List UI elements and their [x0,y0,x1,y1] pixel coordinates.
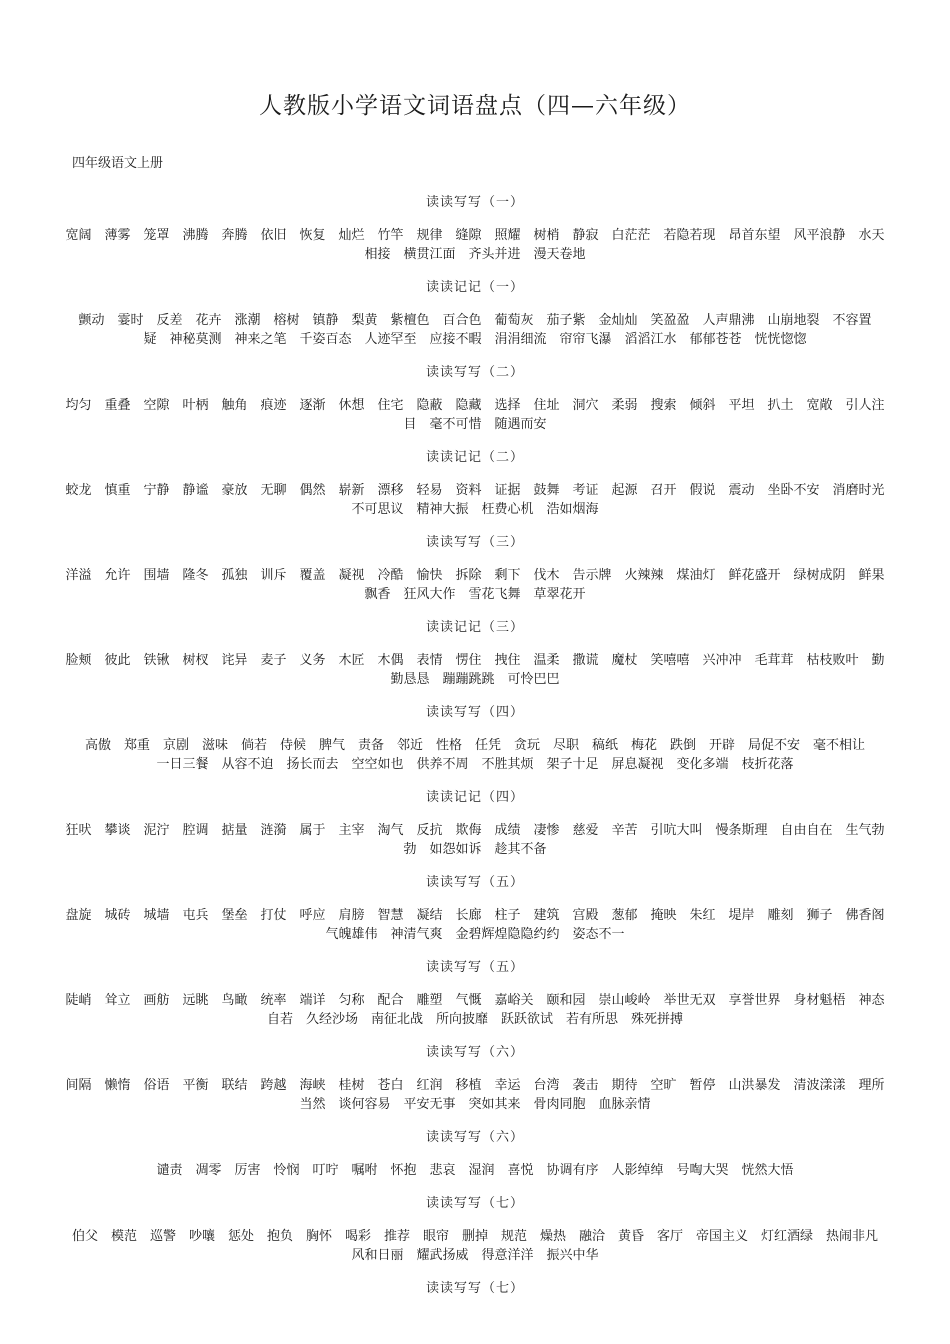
section-words: 宽阔 薄雾 笼罩 沸腾 奔腾 依旧 恢复 灿烂 竹竿 规律 缝隙 照耀 树梢 静寂 白茫茫 若隐若现 昂首东望 风平浪静 水天相接 横贯江面 齐头并进 漫天卷地 [65,228,885,262]
section-words: 陡峭 耸立 画舫 远眺 鸟瞰 统率 端详 匀称 配合 雕塑 气慨 嘉峪关 颐和园 崇山峻岭 举世无双 享誉世界 身材魁梧 神态自若 久经沙场 南征北战 所向披靡 跃跃欲试 若有所思 殊死拼搏 [65,993,885,1027]
section-heading: 读读写写（七） [425,1196,524,1211]
section-heading: 读读记记（三） [425,620,524,635]
section-2 [0,278,950,349]
section-11 [0,1043,950,1114]
section-words: 狂吠 攀谈 泥泞 腔调 掂量 涟漪 属于 主宰 淘气 反抗 欺侮 成绩 凄惨 慈爱 辛苦 引吭大叫 慢条斯理 自由自在 生气勃勃 如怨如诉 趁其不备 [65,823,885,857]
section-heading: 读读记记（一） [425,280,524,295]
section-10 [0,958,950,1029]
vocabulary-sections [0,193,950,1313]
section-words: 脸颊 彼此 铁锹 树杈 诧异 麦子 义务 木匠 木偶 表情 愣住 拽住 温柔 撒谎 魔杖 笑嘻嘻 兴冲冲 毛茸茸 枯枝败叶 勤勤恳恳 蹦蹦跳跳 可怜巴巴 [65,653,885,687]
section-words: 洋溢 允许 围墙 隆冬 孤独 训斥 覆盖 凝视 冷酷 愉快 拆除 剩下 伐木 告示牌 火辣辣 煤油灯 鲜花盛开 绿树成阴 鲜果飘香 狂风大作 雪花飞舞 草翠花开 [65,568,885,602]
section-1 [0,193,950,264]
section-heading: 读读写写（七） [425,1281,524,1296]
section-heading: 读读记记（二） [425,450,524,465]
section-4 [0,448,950,519]
document-subtitle: 四年级语文上册 [72,156,164,171]
section-words: 高傲 郑重 京剧 滋味 倘若 侍候 脾气 责备 邻近 性格 任凭 贪玩 尽职 稿纸 梅花 跌倒 开辟 局促不安 毫不相让 一日三餐 从容不迫 扬长而去 空空如也 供养不周 不胜其烦 架子十足 屏息凝视 变化多端 枝折花落 [84,738,879,772]
section-words: 伯父 模范 巡警 吵嚷 惩处 抱负 胸怀 喝彩 推荐 眼帘 删掉 规范 燥热 融洽 黄昏 客厅 帝国主义 灯红酒绿 热闹非凡 风和日丽 耀武扬威 得意洋洋 振兴中华 [71,1229,892,1263]
section-heading: 读读记记（四） [425,790,524,805]
section-12 [0,1128,950,1180]
section-7 [0,703,950,774]
section-13 [0,1194,950,1265]
section-14 [0,1279,950,1299]
section-heading: 读读写写（二） [425,365,524,380]
section-words: 谴责 凋零 厉害 怜悯 叮咛 嘱咐 怀抱 悲哀 湿润 喜悦 协调有序 人影绰绰 号啕大哭 恍然大悟 [156,1163,794,1178]
section-6 [0,618,950,689]
section-5 [0,533,950,604]
section-heading: 读读写写（六） [425,1130,524,1145]
section-words: 蛟龙 慎重 宁静 静谧 豪放 无聊 偶然 崭新 漂移 轻易 资料 证据 鼓舞 考证 起源 召开 假说 震动 坐卧不安 消磨时光 不可思议 精神大振 枉费心机 浩如烟海 [65,483,898,517]
section-heading: 读读写写（五） [425,875,524,890]
section-words: 均匀 重叠 空隙 叶柄 触角 痕迹 逐渐 休想 住宅 隐蔽 隐藏 选择 住址 洞穴 柔弱 搜索 倾斜 平坦 扒土 宽敞 引人注目 毫不可惜 随遇而安 [65,398,885,432]
section-8 [0,788,950,859]
section-words: 盘旋 城砖 城墙 屯兵 堡垒 打仗 呼应 肩膀 智慧 凝结 长廊 柱子 建筑 宫殿 葱郁 掩映 朱红 堤岸 雕刻 狮子 佛香阁 气魄雄伟 神清气爽 金碧辉煌隐隐约约 姿态不一 [65,908,898,942]
section-words: 间隔 懒惰 俗语 平衡 联结 跨越 海峡 桂树 苍白 红润 移植 幸运 台湾 袭击 期待 空旷 暂停 山洪暴发 清波漾漾 理所当然 谈何容易 平安无事 突如其来 骨肉同胞 血脉亲情 [65,1078,885,1112]
section-heading: 读读写写（三） [425,535,524,550]
section-heading: 读读写写（四） [425,705,524,720]
section-heading: 读读写写（六） [425,1045,524,1060]
section-9 [0,873,950,944]
section-heading: 读读写写（一） [425,195,524,210]
section-words: 颤动 霎时 反差 花卉 涨潮 榕树 镇静 梨黄 紫檀色 百合色 葡萄灰 茄子紫 金灿灿 笑盈盈 人声鼎沸 山崩地裂 不容置疑 神秘莫测 神来之笔 千姿百态 人迹罕至 应接不暇 涓涓细流 帘帘飞瀑 滔滔江水 郁郁苍苍 恍恍惚惚 [78,313,872,347]
section-3 [0,363,950,434]
document-title: 人教版小学语文词语盘点（四—六年级） [259,93,691,119]
section-heading: 读读写写（五） [425,960,524,975]
